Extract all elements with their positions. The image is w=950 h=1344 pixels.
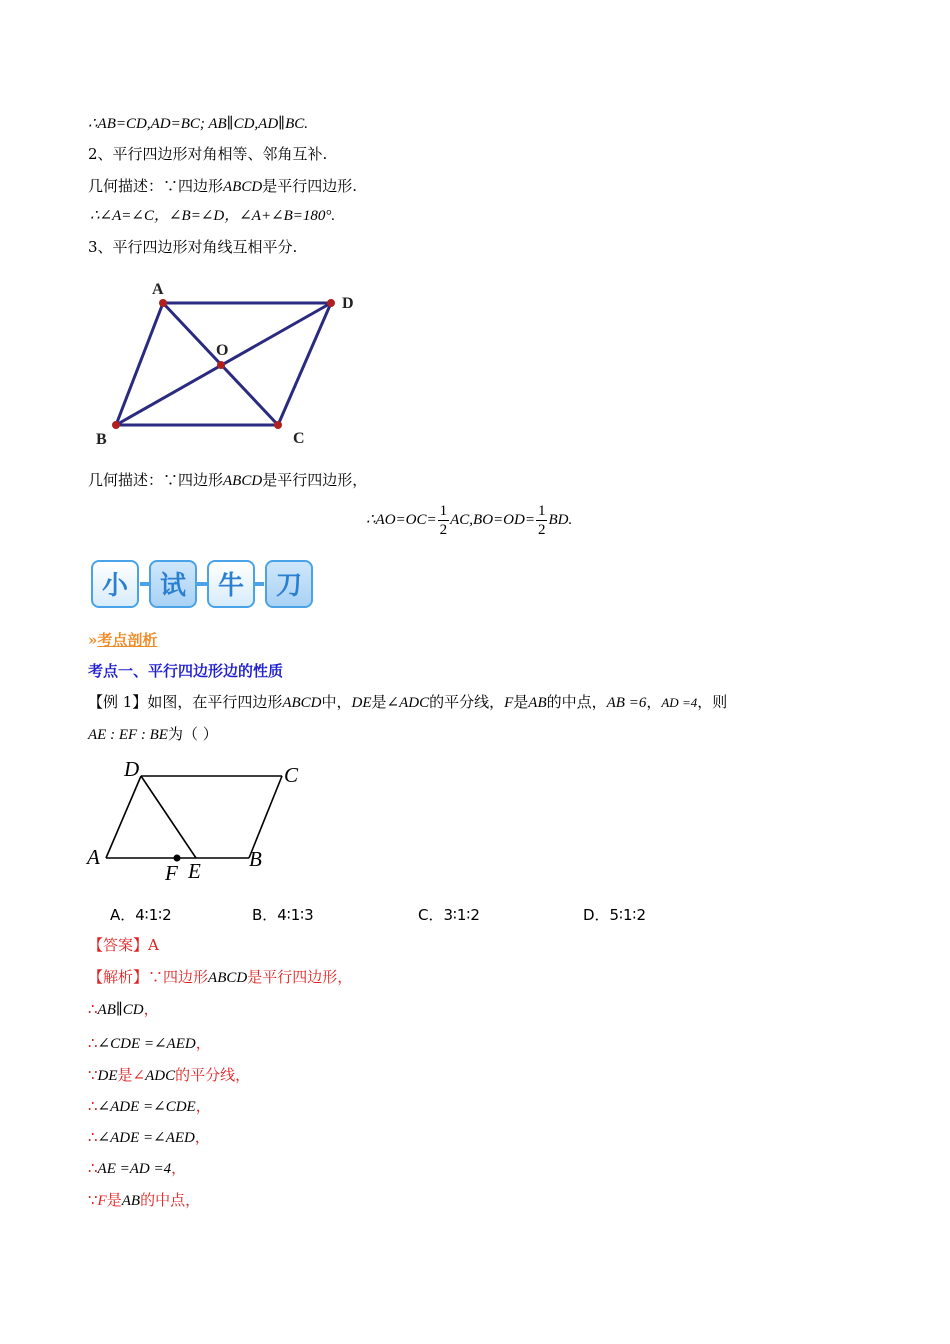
fraction-half-2 bbox=[536, 502, 548, 539]
badge-niu: 牛 bbox=[207, 560, 255, 608]
label-a: A bbox=[87, 845, 100, 869]
topic-heading: 考点一、平行四边形边的性质 bbox=[88, 662, 284, 680]
analysis-line-4 bbox=[88, 1065, 250, 1086]
analysis-s3a: ∴ bbox=[88, 1034, 98, 1052]
fraction-num-1: 1 bbox=[439, 503, 448, 520]
choice-b: B．4∶1∶3 bbox=[252, 906, 314, 924]
formula-part2: AC,BO=OD= bbox=[450, 512, 535, 528]
analysis-s8d: AB bbox=[121, 1193, 141, 1209]
example-f: F bbox=[504, 695, 514, 711]
label-d: D bbox=[342, 295, 354, 312]
midpoint-formula bbox=[366, 500, 572, 540]
formula-part3: BD. bbox=[548, 512, 573, 528]
label-f: F bbox=[165, 861, 178, 885]
example-text2: 中， bbox=[321, 693, 352, 711]
badge-xiao: 小 bbox=[91, 560, 139, 608]
example-text1: 如图，在平行四边形 bbox=[147, 693, 283, 711]
answer-value: A bbox=[148, 936, 159, 954]
edge-ad bbox=[106, 776, 141, 858]
section-header bbox=[88, 630, 157, 650]
example-text7: ， bbox=[646, 693, 662, 711]
analysis-s4b: DE bbox=[97, 1068, 118, 1084]
analysis-s4e: 的平分线， bbox=[175, 1066, 251, 1084]
example-ad4: AD =4 bbox=[661, 695, 698, 710]
analysis-s4c: 是∠ bbox=[117, 1066, 146, 1084]
analysis-s7a: ∴ bbox=[88, 1159, 98, 1177]
bisector-de bbox=[141, 776, 196, 858]
double-chevron-icon: » bbox=[88, 631, 98, 649]
analysis-line-8 bbox=[88, 1190, 200, 1211]
label-e: E bbox=[188, 859, 201, 883]
point-c bbox=[274, 421, 282, 429]
example-text4: 的平分线， bbox=[429, 693, 505, 711]
example-tag: 【例 1】 bbox=[88, 693, 148, 711]
fraction-num-2: 1 bbox=[537, 503, 546, 520]
choice-a: A．4∶1∶2 bbox=[110, 906, 172, 924]
text-line-6 bbox=[88, 470, 367, 491]
text-line-2: 2、平行四边形对角相等、邻角互补. bbox=[88, 145, 328, 163]
example-ab6: AB =6 bbox=[606, 695, 647, 711]
analysis-s4d: ADC bbox=[145, 1068, 176, 1084]
analysis-s2c: ， bbox=[143, 1000, 159, 1018]
text-line-1: ∴AB=CD,AD=BC; AB∥CD,AD∥BC. bbox=[88, 116, 309, 132]
point-o bbox=[217, 361, 225, 369]
analysis-s8b: F bbox=[97, 1193, 107, 1209]
choice-c: C．3∶1∶2 bbox=[418, 906, 480, 924]
example-text9: 为（ ） bbox=[167, 725, 218, 743]
analysis-s8c: 是 bbox=[106, 1191, 122, 1209]
analysis-s7b: AE =AD =4 bbox=[97, 1161, 172, 1177]
example-ratio: AE : EF : BE bbox=[88, 727, 168, 743]
analysis-line-5 bbox=[88, 1096, 211, 1117]
parallelogram-diagonals-figure bbox=[88, 278, 378, 450]
analysis-s8e: 的中点， bbox=[140, 1191, 201, 1209]
formula-part1: ∴AO=OC= bbox=[366, 512, 437, 528]
analysis-tag: 【解析】 bbox=[88, 968, 149, 986]
example-text3: 是∠ bbox=[371, 693, 400, 711]
analysis-s4a: ∵ bbox=[88, 1066, 98, 1084]
section-title: 考点剖析 bbox=[97, 631, 158, 649]
example-ab: AB bbox=[528, 695, 547, 711]
example-text8: ，则 bbox=[697, 693, 728, 711]
label-b: B bbox=[249, 847, 262, 871]
answer-tag: 【答案】 bbox=[88, 936, 149, 954]
example-line-2 bbox=[88, 724, 218, 745]
label-b: B bbox=[96, 431, 107, 448]
example-text5: 是 bbox=[513, 693, 529, 711]
analysis-s8a: ∵ bbox=[88, 1191, 98, 1209]
text-line-6-abcd: ABCD bbox=[223, 473, 263, 489]
label-a: A bbox=[152, 281, 164, 298]
text-line-3 bbox=[88, 176, 357, 197]
edge-cb bbox=[249, 776, 282, 858]
answer-line bbox=[88, 935, 159, 955]
example-text6: 的中点， bbox=[546, 693, 607, 711]
point-d bbox=[327, 299, 335, 307]
analysis-s6a: ∴ bbox=[88, 1128, 98, 1146]
label-c: C bbox=[293, 430, 305, 447]
label-d: D bbox=[124, 757, 140, 781]
analysis-line-1 bbox=[88, 967, 352, 988]
text-line-6-suffix: 是平行四边形， bbox=[262, 471, 368, 489]
choice-d: D．5∶1∶2 bbox=[583, 906, 646, 924]
example-abcd: ABCD bbox=[282, 695, 322, 711]
text-line-3-abcd: ABCD bbox=[223, 179, 263, 195]
analysis-line-3 bbox=[88, 1033, 211, 1054]
analysis-s3c: ， bbox=[195, 1034, 211, 1052]
analysis-s1a: ∵四边形 bbox=[148, 968, 209, 986]
analysis-s1c: 是平行四边形， bbox=[247, 968, 353, 986]
label-c: C bbox=[284, 763, 299, 787]
analysis-s2b: AB∥CD bbox=[97, 1002, 144, 1018]
text-line-3-suffix: 是平行四边形. bbox=[262, 177, 357, 195]
analysis-s2a: ∴ bbox=[88, 1000, 98, 1018]
fraction-half-1 bbox=[438, 502, 450, 539]
text-line-3-prefix: 几何描述：∵四边形 bbox=[88, 177, 224, 195]
example-parallelogram-figure bbox=[84, 756, 314, 888]
badge-shi: 试 bbox=[149, 560, 197, 608]
analysis-s5c: ， bbox=[195, 1097, 211, 1115]
edge-dc bbox=[278, 303, 331, 425]
analysis-line-7 bbox=[88, 1158, 186, 1179]
analysis-s1b: ABCD bbox=[208, 970, 248, 986]
analysis-s3b: ∠CDE =∠AED bbox=[97, 1036, 196, 1052]
fraction-den-1: 2 bbox=[439, 522, 448, 539]
analysis-line-2 bbox=[88, 999, 159, 1020]
label-o: O bbox=[216, 342, 229, 359]
fraction-den-2: 2 bbox=[537, 522, 546, 539]
analysis-s6c: ， bbox=[194, 1128, 210, 1146]
badge-dao: 刀 bbox=[265, 560, 313, 608]
text-line-5: 3、平行四边形对角线互相平分. bbox=[88, 238, 298, 256]
edge-ba bbox=[116, 303, 163, 425]
analysis-s7c: ， bbox=[171, 1159, 187, 1177]
point-a bbox=[159, 299, 167, 307]
analysis-line-6 bbox=[88, 1127, 210, 1148]
analysis-s6b: ∠ADE =∠AED bbox=[97, 1130, 195, 1146]
example-adc: ADC bbox=[399, 695, 430, 711]
analysis-s5b: ∠ADE =∠CDE bbox=[97, 1099, 196, 1115]
point-b bbox=[112, 421, 120, 429]
analysis-s5a: ∴ bbox=[88, 1097, 98, 1115]
example-line-1 bbox=[88, 692, 727, 713]
example-de: DE bbox=[351, 695, 372, 711]
text-line-6-prefix: 几何描述：∵四边形 bbox=[88, 471, 224, 489]
text-line-4: ∴∠A=∠C，∠B=∠D，∠A+∠B=180°. bbox=[90, 208, 336, 224]
